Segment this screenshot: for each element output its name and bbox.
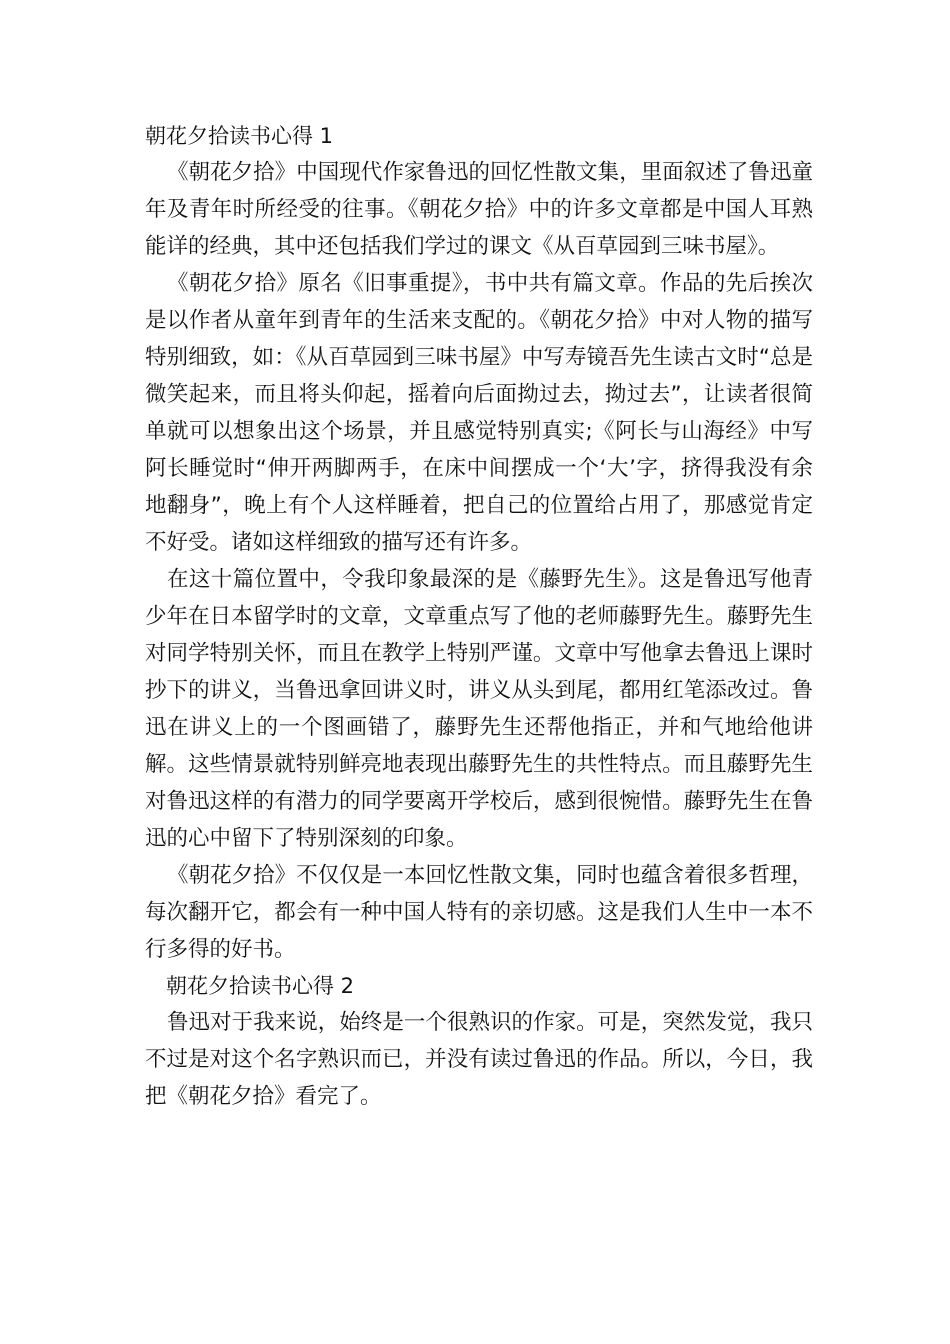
paragraph: 鲁迅对于我来说，始终是一个很熟识的作家。可是，突然发觉，我只不过是对这个名字熟识而已，并没有读过鲁迅的作品。所以，今日，我把《朝花夕拾》看完了。 [145,1010,813,1109]
section-title-1: 朝花夕拾读书心得 1 [145,124,334,148]
paragraph: 在这十篇位置中，令我印象最深的是《藤野先生》。这是鲁迅写他青少年在日本留学时的文章，文章重点写了他的老师藤野先生。藤野先生对同学特别关怀，而且在教学上特别严谨。文章中写他拿去鲁迅上课时抄下的讲义，当鲁迅拿回讲义时，讲义从头到尾，都用红笔添改过。鲁迅在讲义上的一个图画错了，藤野先生还帮他指正，并和气地给他讲解。这些情景就特别鲜亮地表现出藤野先生的共性特点。而且藤野先生对鲁迅这样的有潜力的同学要离开学校后，感到很惋惜。藤野先生在鲁迅的心中留下了特别深刻的印象。 [145,567,813,851]
document-body [145,118,813,1115]
paragraph: 《朝花夕拾》不仅仅是一本回忆性散文集，同时也蕴含着很多哲理，每次翻开它，都会有一种中国人特有的亲切感。这是我们人生中一本不行多得的好书。 [145,863,813,962]
section-title-2: 朝花夕拾读书心得 2 [166,974,355,998]
paragraph: 《朝花夕拾》中国现代作家鲁迅的回忆性散文集，里面叙述了鲁迅童年及青年时所经受的往事。《朝花夕拾》中的许多文章都是中国人耳熟能详的经典，其中还包括我们学过的课文《从百草园到三味书屋》。 [145,160,813,259]
paragraph: 《朝花夕拾》原名《旧事重提》，书中共有篇文章。作品的先后挨次是以作者从童年到青年的生活来支配的。《朝花夕拾》中对人物的描写特别细致，如：《从百草园到三味书屋》中写寿镜吾先生读古文时“总是微笑起来，而且将头仰起，摇着向后面拗过去，拗过去”，让读者很简单就可以想象出这个场景，并且感觉特别真实;《阿长与山海经》中写阿长睡觉时“伸开两脚两手，在床中间摆成一个‘大’字，挤得我没有余地翻身”，晚上有个人这样睡着，把自己的位置给占用了，那感觉肯定不好受。诸如这样细致的描写还有许多。 [145,271,813,555]
